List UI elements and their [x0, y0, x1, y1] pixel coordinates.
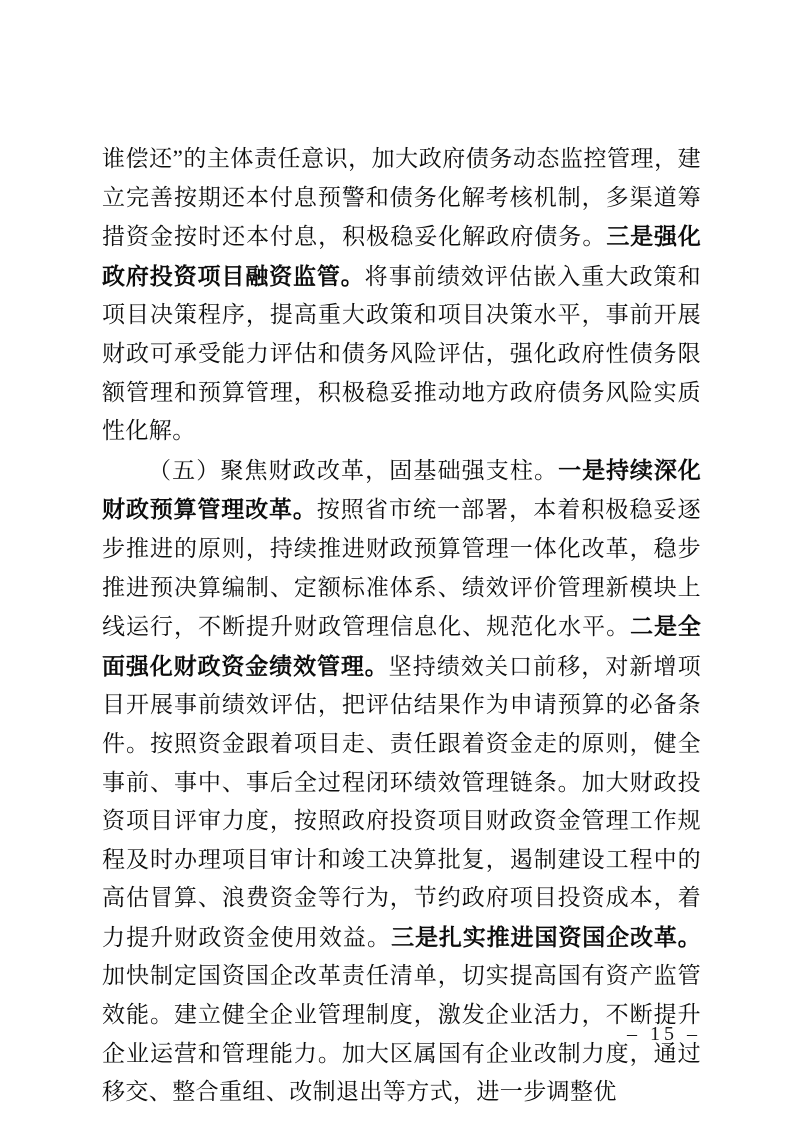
- document-body: [102, 140, 701, 1112]
- text-run: 按照省市统一部署，本着积极稳妥逐步推进的原则，持续推进财政预算管理一体化改革，稳步推进预决算编制、定额标准体系、绩效评价管理新模块上线运行，不断提升财政管理信息化、规范化水平。: [102, 497, 701, 640]
- emphasis-run: 一是持续深化财政预算管理改革。: [102, 456, 701, 523]
- emphasis-run: 三是扎实推进国资国企改革。: [391, 923, 701, 950]
- page-number: – 15 –: [627, 1023, 701, 1045]
- text-run: 谁偿还”的主体责任意识，加大政府债务动态监控管理，建立完善按期还本付息预警和债务化解考核机制，多渠道筹措资金按时还本付息，积极稳妥化解政府债务。: [102, 146, 701, 250]
- text-run: 将事前绩效评估嵌入重大政策和项目决策程序，提高重大政策和项目决策水平，事前开展财政可承受能力评估和债务风险评估，强化政府性债务限额管理和预算管理，积极稳妥推动地方政府债务风险实质性化解。: [102, 263, 701, 444]
- emphasis-run: 二是全面强化财政资金绩效管理。: [102, 613, 701, 679]
- paragraph: [102, 140, 701, 451]
- paragraph: [102, 451, 701, 1112]
- text-run: 坚持绩效关口前移，对新增项目开展事前绩效评估，把评估结果作为申请预算的必备条件。按照资金跟着项目走、责任跟着资金走的原则，健全事前、事中、事后全过程闭环绩效管理链条。加大财政投资项目评审力度，按照政府投资项目财政资金管理工作规程及时办理项目审计和竣工决算批复，遏制建设工程中的高估冒算、浪费资金等行为，节约政府项目投资成本，着力提升财政资金使用效益。: [102, 653, 702, 950]
- emphasis-run: 三是强化政府投资项目融资监管。: [102, 223, 701, 289]
- text-run: 加快制定国资国企改革责任清单，切实提高国有资产监管效能。建立健全企业管理制度，激发企业活力，不断提升企业运营和管理能力。加大区属国有企业改制力度，通过移交、整合重组、改制退出等方式，进一步调整优: [102, 963, 701, 1105]
- text-run: （五）聚焦财政改革，固基础强支柱。: [148, 457, 559, 483]
